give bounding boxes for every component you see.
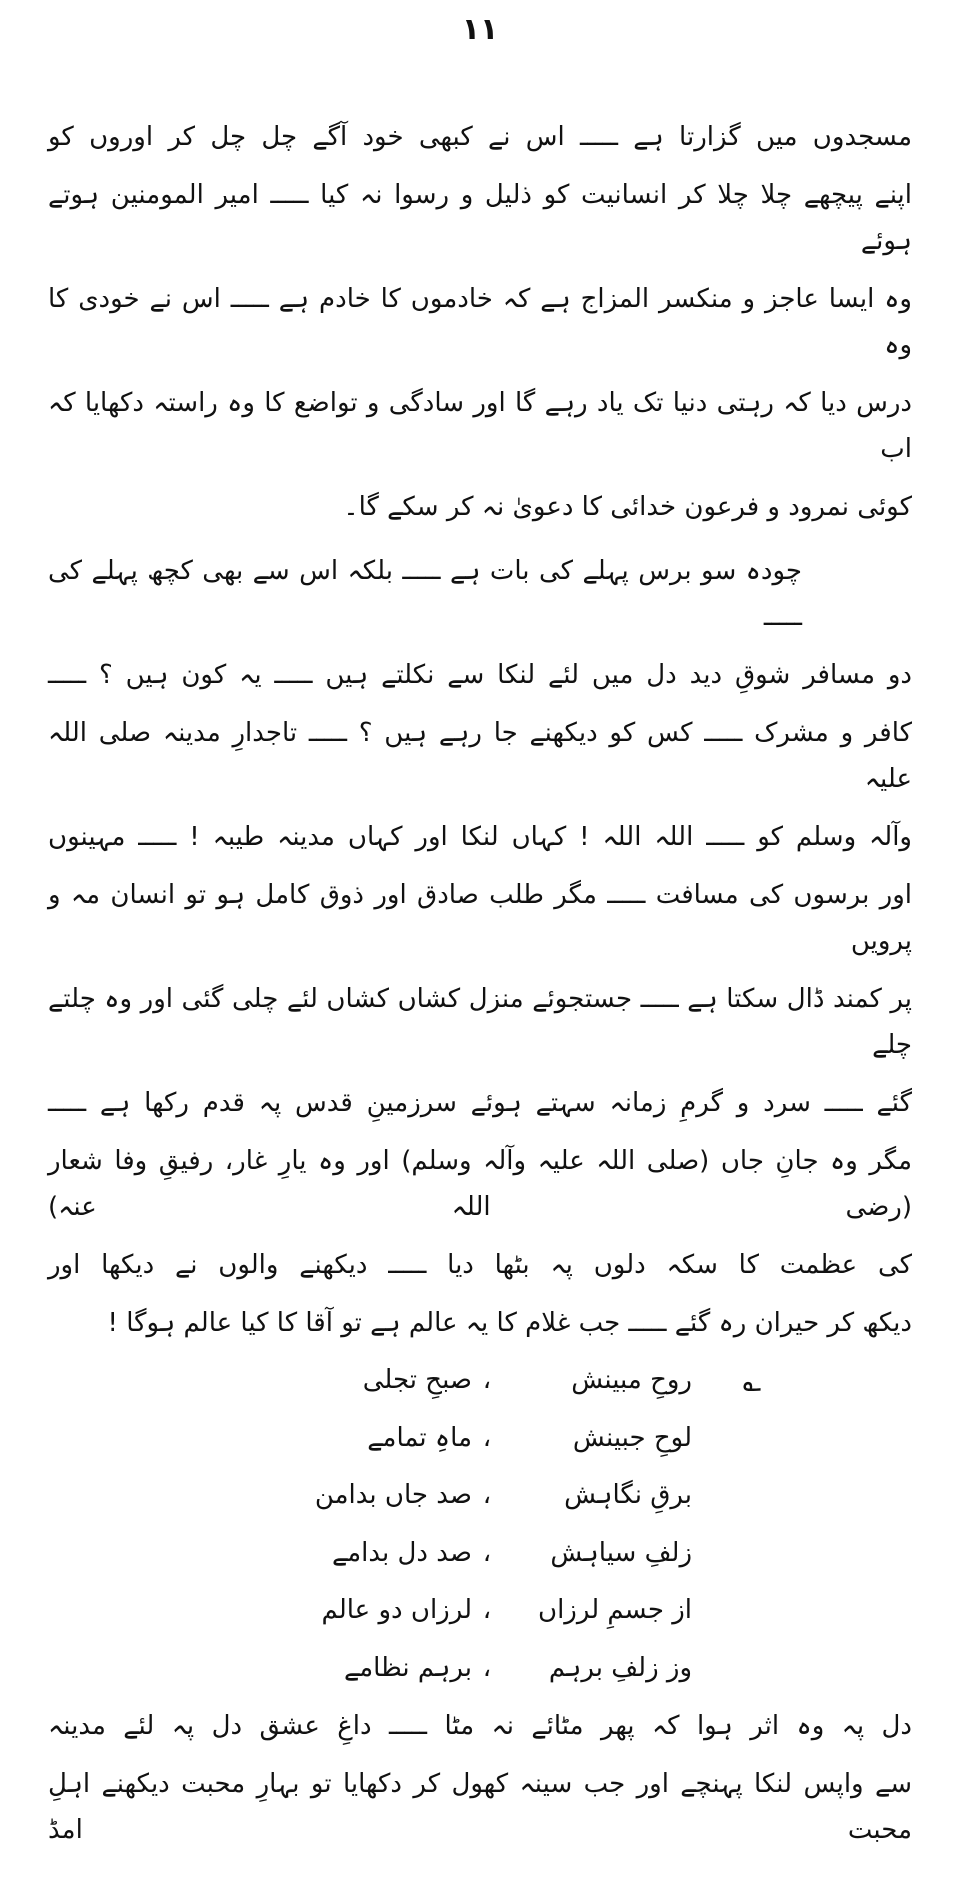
paragraph-3 [48, 1697, 912, 1859]
verse-marker: ؎ [742, 1361, 762, 1399]
text-line: وہ ایسا عاجز و منکسر المزاج ہے کہ خادموں کا خادم ہے ـــــ اس نے خودی کا وہ [48, 284, 912, 360]
separator: ، [482, 1422, 492, 1453]
text-line: وآلہ وسلم کو ـــــ اللہ اللہ ! کہاں لنکا اور کہاں مدینہ طیبہ ! ـــــ مہینوں [48, 822, 912, 852]
hemistich-2: صبحِ تجلی [362, 1365, 472, 1395]
separator: ، [482, 1595, 492, 1625]
verse [272, 1582, 692, 1640]
separator: ، [482, 1365, 492, 1395]
text-line: کوئی نمرود و فرعون خدائی کا دعویٰ نہ کر سکے گا۔ [343, 492, 912, 522]
text-line: پر کمند ڈال سکتا ہے ـــــ جستجوئے منزل کشاں کشاں لئے چلی گئی اور وہ چلتے چلے [48, 984, 912, 1060]
verses [272, 1352, 692, 1697]
text-line: درس دیا کہ رہتی دنیا تک یاد رہے گا اور سادگی و تواضع کا وہ راستہ دکھایا کہ اب [48, 388, 912, 464]
verse [272, 1410, 692, 1468]
page-body [48, 108, 912, 1859]
text-line: سے واپس لنکا پہنچے اور جب سینہ کھول کر دکھایا تو بہارِ محبت دیکھنے اہلِ محبت امڈ [48, 1769, 912, 1845]
hemistich-2: ماہِ تمامے [367, 1422, 472, 1453]
text-line: کافر و مشرک ـــــ کس کو دیکھنے جا رہے ہیں ؟ ـــــ تاجدارِ مدینہ صلی اللہ علیہ [48, 718, 912, 794]
verse [272, 1640, 692, 1698]
verse [272, 1352, 692, 1410]
hemistich-2: لرزاں دو عالم [321, 1595, 472, 1625]
text-line: چودہ سو برس پہلے کی بات ہے ـــــ بلکہ اس سے بھی کچھ پہلے کی ـــــ [48, 556, 802, 632]
text-line: مسجدوں میں گزارتا ہے ـــــ اس نے کبھی خود آگے چل چل کر اوروں کو [48, 122, 912, 152]
hemistich-2: صد جاں بدامن [314, 1480, 472, 1510]
page-number: ۱۱ [461, 12, 499, 47]
paragraph-1 [48, 108, 912, 536]
text-line: کی عظمت کا سکہ دلوں پہ بٹھا دیا ـــــ دیکھنے والوں نے دیکھا اور [48, 1250, 912, 1280]
text-line: گئے ـــــ سرد و گرمِ زمانہ سہتے ہوئے سرزمینِ قدس پہ قدم رکھا ہے ـــــ [48, 1088, 912, 1118]
verse [272, 1467, 692, 1525]
paragraph-2 [48, 542, 912, 1352]
separator: ، [482, 1537, 492, 1568]
hemistich-1: زلفِ سیاہش [550, 1537, 692, 1568]
hemistich-1: وز زلفِ برہم [548, 1652, 692, 1683]
verse [272, 1525, 692, 1583]
hemistich-2: برہم نظامے [343, 1652, 472, 1683]
text-line: اور برسوں کی مسافت ـــــ مگر طلب صادق اور ذوق کامل ہو تو انسان مہ و پرویں [48, 880, 912, 956]
separator: ، [482, 1480, 492, 1510]
hemistich-1: برقِ نگاہش [564, 1480, 692, 1510]
hemistich-1: از جسمِ لرزاں [537, 1595, 692, 1625]
text-line: مگر وہ جانِ جاں (صلی اللہ علیہ وآلہ وسلم) اور وہ یارِ غار، رفیقِ وفا شعار (رضی اللہ عنہ) [48, 1146, 912, 1222]
hemistich-1: لوحِ جبینش [572, 1422, 692, 1453]
text-line: دو مسافر شوقِ دید دل میں لئے لنکا سے نکلتے ہیں ـــــ یہ کون ہیں ؟ ـــــ [48, 660, 912, 690]
separator: ، [482, 1652, 492, 1683]
text-line: دیکھ کر حیران رہ گئے ـــــ جب غلام کا یہ عالم ہے تو آقا کا کیا عالم ہوگا ! [107, 1308, 912, 1338]
hemistich-2: صد دل بدامے [332, 1537, 472, 1568]
hemistich-1: روحِ مبینش [571, 1365, 692, 1395]
text-line: اپنے پیچھے چلا چلا کر انسانیت کو ذلیل و رسوا نہ کیا ـــــ امیر المومنین ہوتے ہوئے [48, 180, 912, 256]
text-line: دل پہ وہ اثر ہوا کہ پھر مٹائے نہ مٹا ـــــ داغِ عشق دل پہ لئے مدینہ [48, 1711, 912, 1741]
poem [48, 1352, 912, 1697]
